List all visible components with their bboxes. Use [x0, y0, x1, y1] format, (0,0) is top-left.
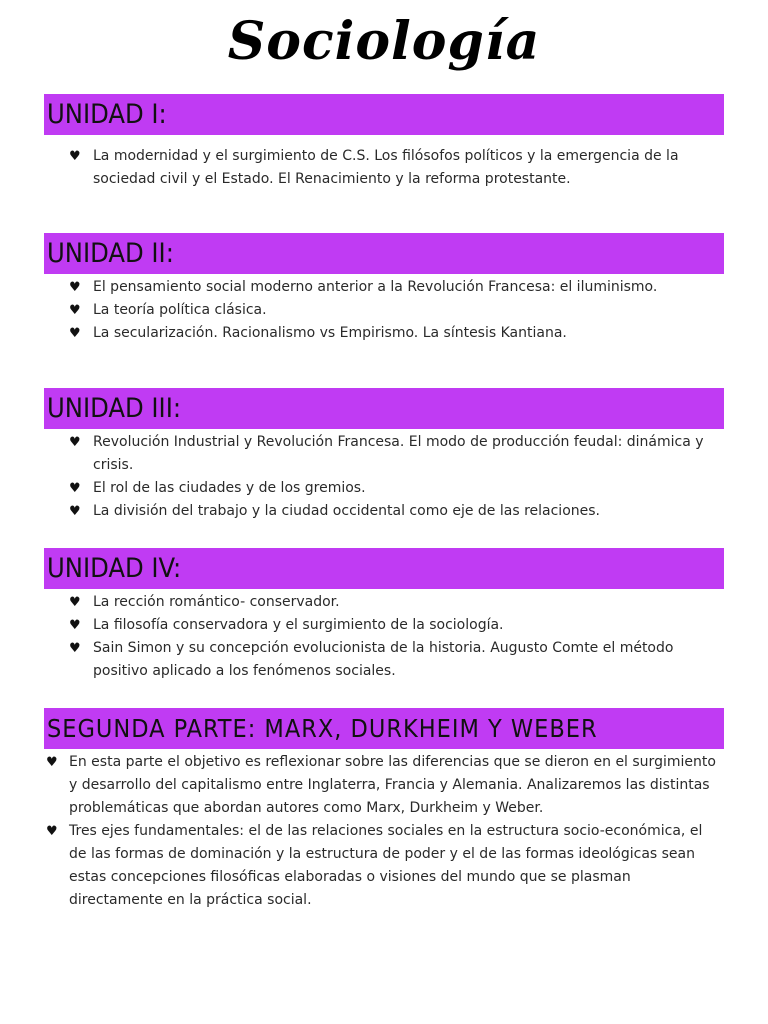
list-item [44, 431, 724, 477]
heart-bullet-icon: ♥ [69, 595, 81, 610]
unit-3-section [44, 388, 724, 523]
heart-bullet-icon: ♥ [69, 435, 81, 450]
list-item-text: La división del trabajo y la ciudad occidental como eje de las relaciones. [93, 503, 600, 519]
unit-2-heading: UNIDAD II: [44, 233, 724, 274]
list-item [44, 145, 724, 191]
list-item-text: El rol de las ciudades y de los gremios. [93, 480, 366, 496]
list-item [44, 322, 724, 345]
second-part-heading: SEGUNDA PARTE: MARX, DURKHEIM Y WEBER [44, 708, 724, 749]
list-item-text: La rección romántico- conservador. [93, 594, 340, 610]
heart-bullet-icon: ♥ [69, 504, 81, 519]
list-item-text: La teoría política clásica. [93, 302, 267, 318]
list-item-text: Tres ejes fundamentales: el de las relaciones sociales en la estructura socio-económica, el de las formas de dominación y la estructura de poder y el de las formas ideológicas sean estas concepciones filosóficas elaboradas o visiones del mundo que se plasman directamente en la práctica social. [69, 823, 703, 908]
unit-1-heading: UNIDAD I: [44, 94, 724, 135]
heart-bullet-icon: ♥ [69, 641, 81, 656]
list-item-text: Revolución Industrial y Revolución Francesa. El modo de producción feudal: dinámica y crisis. [93, 434, 704, 473]
heart-bullet-icon: ♥ [69, 481, 81, 496]
list-item [44, 591, 724, 614]
heart-bullet-icon: ♥ [69, 326, 81, 341]
heart-bullet-icon: ♥ [69, 149, 81, 164]
unit-3-list [44, 431, 724, 523]
list-item-text: El pensamiento social moderno anterior a la Revolución Francesa: el iluminismo. [93, 279, 658, 295]
list-item [44, 500, 724, 523]
list-item [44, 276, 724, 299]
heart-bullet-icon: ♥ [69, 303, 81, 318]
unit-4-section [44, 548, 724, 683]
list-item [44, 820, 724, 912]
unit-1-list [44, 145, 724, 191]
unit-4-list [44, 591, 724, 683]
list-item [44, 637, 724, 683]
list-item-text: La modernidad y el surgimiento de C.S. Los filósofos políticos y la emergencia de la sociedad civil y el Estado. El Renacimiento y la reforma protestante. [93, 148, 679, 187]
list-item-text: Sain Simon y su concepción evolucionista de la historia. Augusto Comte el método positivo aplicado a los fenómenos sociales. [93, 640, 674, 679]
heart-bullet-icon: ♥ [69, 618, 81, 633]
unit-2-list [44, 276, 724, 345]
page-title: Sociología [227, 11, 541, 72]
list-item [44, 614, 724, 637]
heart-bullet-icon: ♥ [69, 280, 81, 295]
heart-bullet-icon: ♥ [46, 755, 58, 770]
second-part-section [44, 708, 724, 912]
unit-1-section [44, 94, 724, 191]
second-part-list [44, 751, 724, 912]
unit-2-section [44, 233, 724, 345]
list-item-text: La secularización. Racionalismo vs Empirismo. La síntesis Kantiana. [93, 325, 567, 341]
unit-3-heading: UNIDAD III: [44, 388, 724, 429]
list-item [44, 299, 724, 322]
list-item-text: La filosofía conservadora y el surgimiento de la sociología. [93, 617, 504, 633]
list-item [44, 477, 724, 500]
heart-bullet-icon: ♥ [46, 824, 58, 839]
list-item [44, 751, 724, 820]
unit-4-heading: UNIDAD IV: [44, 548, 724, 589]
list-item-text: En esta parte el objetivo es reflexionar sobre las diferencias que se dieron en el surgimiento y desarrollo del capitalismo entre Inglaterra, Francia y Alemania. Analizaremos las distintas problemáticas que abordan autores como Marx, Durkheim y Weber. [69, 754, 716, 816]
